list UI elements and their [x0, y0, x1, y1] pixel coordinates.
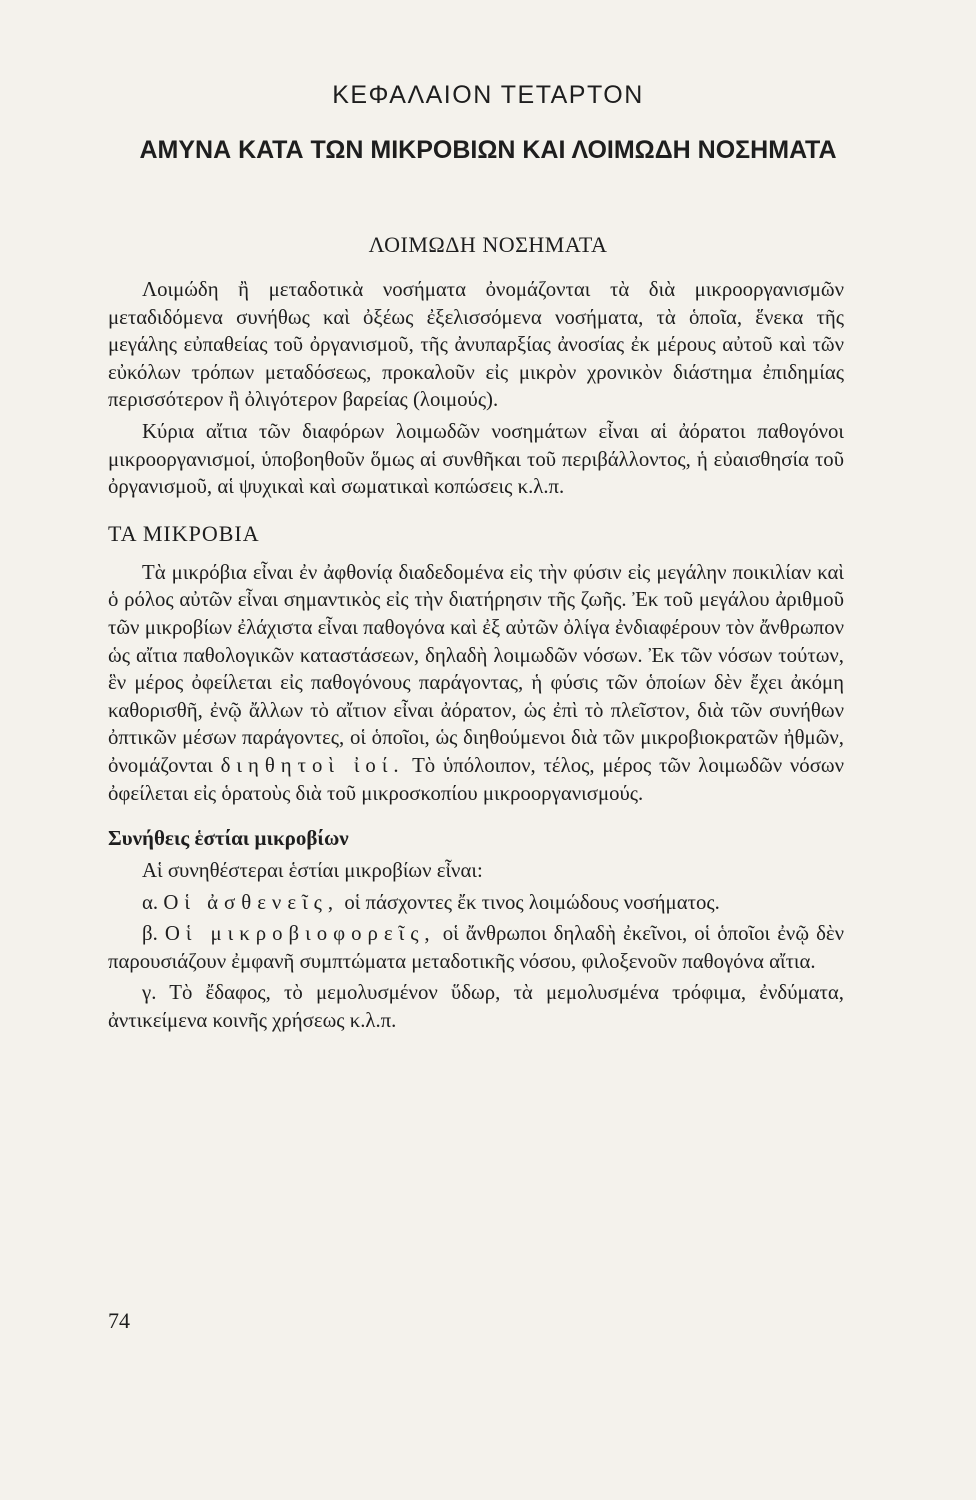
- list-item-a-text: οἱ πάσχοντες ἔκ τινος λοιμώδους νοσήματος.: [344, 890, 720, 914]
- paragraph-microbes: [108, 559, 844, 807]
- list-item-a-term: Οἱ ἀσθενεῖς,: [163, 890, 340, 914]
- subheading-microbe-foci: Συνήθεις ἑστίαι μικροβίων: [108, 826, 349, 851]
- page-number: 74: [108, 1308, 130, 1333]
- chapter-title: ΑΜΥΝΑ ΚΑΤΑ ΤΩΝ ΜΙΚΡΟΒΙΩΝ ΚΑΙ ΛΟΙΜΩΔΗ ΝΟΣΗΜΑΤΑ: [139, 136, 837, 164]
- heading-microbes: ΤΑ ΜΙΚΡΟΒΙΑ: [108, 520, 260, 546]
- list-item-b-term: Οἱ μικροβιοφορεῖς,: [164, 922, 436, 946]
- paragraph-foci-intro: Αἱ συνηθέστεραι ἑστίαι μικροβίων εἶναι:: [142, 859, 483, 883]
- list-item-c-text: Τὸ ἔδαφος, τὸ μεμολυσμένον ὕδωρ, τὰ μεμολυσμένα τρόφιμα, ἐνδύματα, ἀντικείμενα κοινῆς χρήσεως κ.λ.π.: [108, 981, 844, 1033]
- list-item-a-label: α.: [142, 890, 159, 914]
- list-item-b-text: οἱ ἄνθρωποι δηλαδὴ ἐκεῖνοι, οἱ ὁποῖοι ἐνῷ δὲν παρουσιάζουν ἐμφανῆ συμπτώματα μεταδοτικῆς νόσου, φιλοξενοῦν παθογόνα αἴτια.: [108, 922, 845, 973]
- paragraph-microbes-text-1: Τὰ μικρόβια εἶναι ἐν ἀφθονίᾳ διαδεδομένα εἰς τὴν φύσιν εἰς μεγάλην ποικιλίαν καὶ ὁ ρόλος αὐτῶν εἶναι σημαντικὸς εἰς τὴν διατήρησιν τῆς ζωῆς. Ἐκ τοῦ μεγάλου ἀριθμοῦ τῶν μικροβίων ἐλάχιστα εἶναι παθογόνα καὶ ἐξ αὐτῶν ὀλίγα ἐνδιαφέρουν τὸν ἄνθρωπον ὡς αἴτια παθολογικῶν καταστάσεων, δηλαδὴ λοιμωδῶν νόσων. Ἐκ τῶν νόσων τούτων, ἓν μέρος ὀφείλεται εἰς παθογόνους παράγοντας, ἡ φύσις τῶν ὁποίων δὲν ἔχει ἀκόμη καθορισθῆ, ἐνῷ ἄλλων τὸ αἴτιον εἶναι ἀόρατον, ὡς ἐπὶ τὸ πλεῖστον, διὰ τῶν συνήθων ὀπτικῶν μέσων παράγοντες, οἱ ὁποῖοι, ὡς διηθούμενοι διὰ τῶν μικροβιοκρατῶν ἠθμῶν, ὀνομάζονται: [108, 560, 844, 777]
- body-text-block: [108, 276, 844, 1035]
- list-item-b: [108, 920, 844, 975]
- list-item-c: [108, 979, 844, 1034]
- paragraph-intro: Λοιμώδη ἢ μεταδοτικὰ νοσήματα ὀνομάζονται τὰ διὰ μικροοργανισμῶν μεταδιδόμενα συνήθως καὶ ὀξέως ἐξελισσόμενα νοσήματα, τὰ ὁποῖα, ἕνεκα τῆς μεγάλης εὐπαθείας τοῦ ὀργανισμοῦ, τῆς ἀνυπαρξίας ἀνοσίας ἐκ μέρους αὐτοῦ καὶ τῶν εὐκόλων τρόπων μεταδόσεως, προκαλοῦν εἰς μικρὸν χρονικὸν διάστημα ἐπιδημίας περισσότερον ἢ ὀλιγότερον βαρείας (λοιμούς).: [108, 278, 844, 412]
- list-item-b-label: β.: [142, 922, 158, 946]
- paragraph-causes: Κύρια αἴτια τῶν διαφόρων λοιμωδῶν νοσημάτων εἶναι αἱ ἀόρατοι παθογόνοι μικροοργανισμοί, ὑποβοηθοῦν ὅμως αἱ συνθῆκαι τοῦ περιβάλλοντος, ἡ εὐαισθησία τοῦ ὀργανισμοῦ, αἱ ψυχικαὶ καὶ σωματικαὶ κοπώσεις κ.λ.π.: [108, 419, 844, 499]
- list-item-a: [108, 889, 844, 917]
- section-title: ΛΟΙΜΩΔΗ ΝΟΣΗΜΑΤΑ: [368, 232, 608, 257]
- paragraph-microbes-text-2: Τὸ ὑπόλοιπον, τέλος, μέρος τῶν λοιμωδῶν νόσων ὀφείλεται εἰς ὁρατοὺς διὰ τοῦ μικροσκοπίου μικροοργανισμούς.: [108, 753, 845, 805]
- term-filterable-viruses: διηθητοὶ ἰοί.: [220, 753, 405, 777]
- chapter-label: ΚΕΦΑΛΑΙΟΝ ΤΕΤΑΡΤΟΝ: [332, 81, 644, 109]
- list-item-c-label: γ.: [142, 981, 157, 1005]
